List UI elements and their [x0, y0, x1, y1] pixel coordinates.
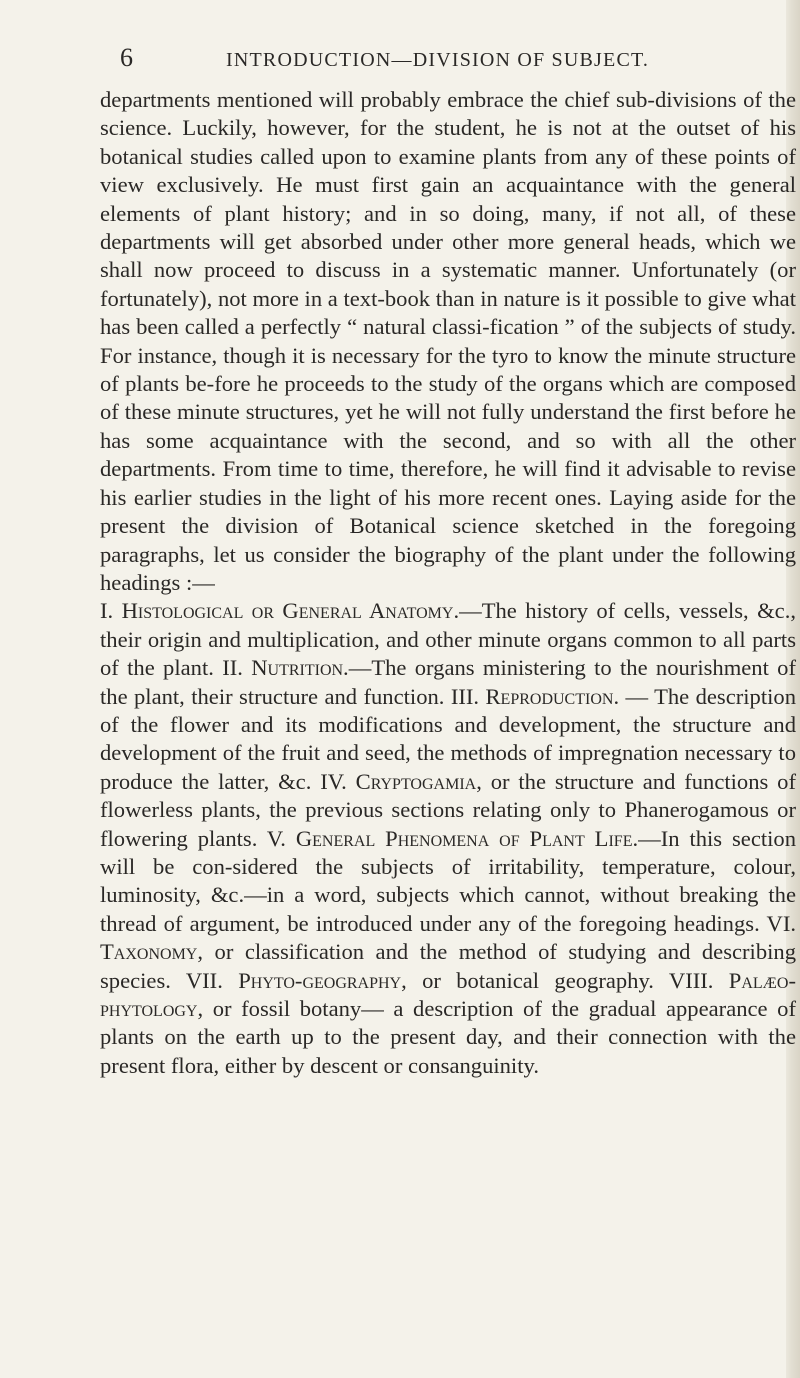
body-text [100, 86, 796, 1080]
division-6-heading: Taxonomy, [100, 939, 204, 965]
division-6-numeral: VI. [766, 910, 796, 936]
division-8-numeral: VIII. [668, 967, 714, 993]
division-2-heading: Nutrition. [251, 655, 349, 681]
division-2-numeral: II. [222, 655, 243, 681]
page-number: 6 [120, 43, 133, 72]
intro-paragraph [100, 86, 796, 597]
division-7-numeral: VII. [185, 967, 223, 993]
division-3-heading: Reproduction. [485, 683, 620, 709]
page-header [120, 40, 760, 76]
division-5-heading: General Phenomena of Plant Life. [295, 825, 639, 851]
running-title: INTRODUCTION—DIVISION OF SUBJECT. [226, 49, 650, 71]
division-7-text: or botanical geography. [406, 967, 654, 993]
division-6-text: or classification and the method of studying and describing species. [100, 939, 796, 993]
division-8-text: or fossil botany— a description of the gradual appearance of plants on the earth up to the present day, and their connection with the present flora, either by descent or consanguinity. [100, 996, 796, 1078]
division-1-heading: Histological or General Anatomy. [121, 598, 460, 624]
division-3-text: — The description of the flower and its modifications and development, the structure and development of the fruit and seed, the methods of impregnation necessary to produce the latter, &c. [100, 683, 796, 794]
intro-paragraph-text: departments mentioned will probably embrace the chief sub-divisions of the science. Luckily, however, for the student, he is not at the outset of his botanical studies called upon to examine plants from any of these points of view exclusively. He must first gain an acquaintance with the general elements of plant history; and in so doing, many, if not all, of these departments will get absorbed under other more general heads, which we shall now proceed to discuss in a systematic manner. Unfortunately (or fortunately), not more in a text-book than in nature is it possible to give what has been called a perfectly “ natural classi-fication ” of the subjects of study. For instance, though it is necessary for the tyro to know the minute structure of plants be-fore he proceeds to the study of the organs which are composed of these minute structures, yet he will not fully understand the first before he has some acquaintance with the second, and so with all the other departments. From time to time, therefore, he will find it advisable to revise his earlier studies in the light of his more recent ones. Laying aside for the present the division of Botanical science sketched in the foregoing paragraphs, let us consider the biography of the plant under the following headings :— [100, 87, 796, 595]
division-8-heading: Palæo-phytology, [100, 967, 796, 1021]
division-4-numeral: IV. [320, 768, 347, 794]
division-1-text: —The history of cells, vessels, &c., their origin and multiplication, and other minute organs common to all parts of the plant. [100, 598, 797, 681]
division-7-heading: Phyto-geography, [238, 967, 407, 993]
division-5-text: —In this section will be con-sidered the subjects of irritability, temperature, colour, luminosity, &c.—in a word, subjects which cannot, without breaking the thread of argument, be introduced under any of the foregoing headings. [100, 825, 796, 936]
division-2-text: —The organs ministering to the nourishment of the plant, their structure and function. [100, 655, 796, 709]
division-4-heading: Cryptogamia, [355, 768, 482, 794]
division-3-numeral: III. [450, 683, 480, 709]
division-4-text: or the structure and functions of flowerless plants, the previous sections relating only to Phanerogamous or flowering plants. [100, 768, 796, 851]
division-1-numeral: I. [100, 598, 114, 624]
divisions-paragraph [100, 597, 796, 1080]
division-5-numeral: V. [266, 825, 286, 851]
